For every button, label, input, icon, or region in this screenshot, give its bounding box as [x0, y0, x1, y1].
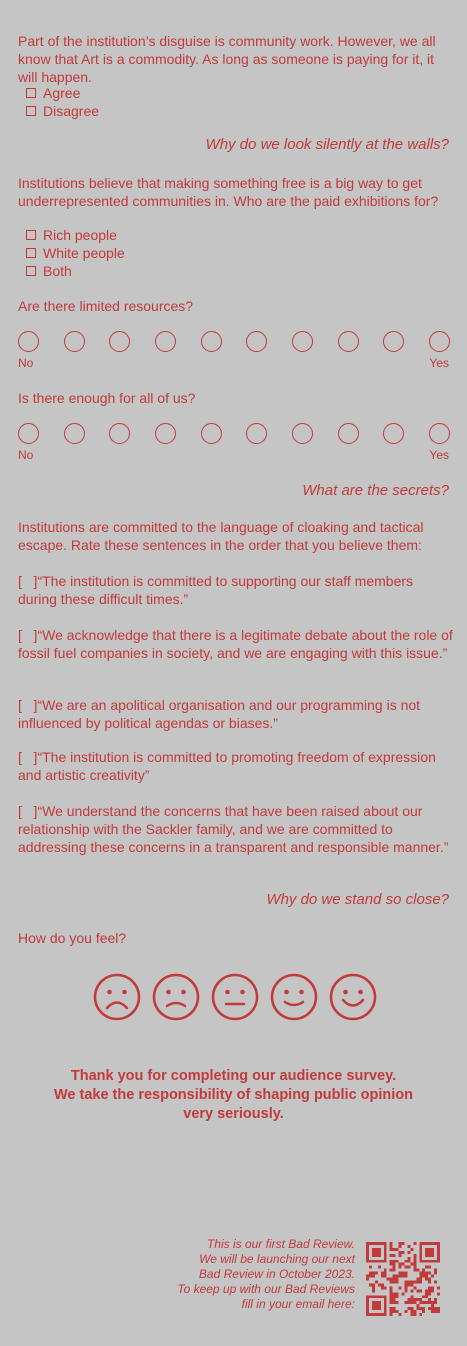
- rating-radio-7[interactable]: [292, 423, 313, 444]
- option-label: Both: [43, 263, 72, 279]
- neutral-face-icon[interactable]: [211, 973, 259, 1021]
- statement-text: “We are an apolitical organisation and our programming is not influenced by political agendas or biases.”: [18, 697, 421, 731]
- question-rate-sentences: Institutions are committed to the language of cloaking and tactical escape. Rate these sentences in the order that you believe them:: [18, 519, 424, 553]
- section-heading-walls: Why do we look silently at the walls?: [205, 136, 449, 153]
- rank-bracket[interactable]: [ ]: [18, 803, 38, 819]
- rating-radio-1[interactable]: [18, 331, 39, 352]
- rating-radio-6[interactable]: [246, 423, 267, 444]
- checkbox-icon[interactable]: [26, 248, 36, 258]
- qr-code-icon[interactable]: [366, 1242, 440, 1316]
- footer-line: fill in your email here:: [241, 1297, 355, 1311]
- statement-item: [18, 696, 454, 732]
- statement-text: “We understand the concerns that have been raised about our relationship with the Sackler family, and we are committed to addressing these concerns in a transparent and responsible manner.”: [18, 803, 449, 855]
- question-enough-for-all: Is there enough for all of us?: [18, 390, 196, 406]
- rating-radio-1[interactable]: [18, 423, 39, 444]
- scale-low-label: No: [18, 448, 34, 462]
- question-how-feel: How do you feel?: [18, 930, 127, 946]
- option-label: Agree: [43, 85, 81, 101]
- rating-radio-4[interactable]: [155, 423, 176, 444]
- sad-face-icon[interactable]: [152, 973, 200, 1021]
- statement-item: [18, 572, 454, 608]
- thank-you-line: very seriously.: [183, 1106, 284, 1122]
- rating-radio-7[interactable]: [292, 331, 313, 352]
- rating-radio-8[interactable]: [338, 423, 359, 444]
- question-commodity: Part of the institution’s disguise is community work. However, we all know that Art is a commodity. As long as someone is paying for it, it will happen.: [18, 33, 436, 85]
- statement-text: “The institution is committed to supporting our staff members during these difficult times.”: [18, 573, 414, 607]
- thank-you-line: Thank you for completing our audience survey.: [70, 1068, 397, 1084]
- question-paid-exhibitions: Institutions believe that making something free is a big way to get underrepresented communities in. Who are the paid exhibitions for?: [18, 175, 439, 209]
- option-label: Disagree: [43, 103, 100, 119]
- scale-low-label: No: [18, 356, 34, 370]
- option-label: Rich people: [43, 227, 117, 243]
- scale-high-label: Yes: [429, 448, 449, 462]
- checkbox-icon[interactable]: [26, 88, 36, 98]
- very-sad-face-icon[interactable]: [93, 973, 141, 1021]
- checkbox-icon[interactable]: [26, 266, 36, 276]
- rating-radio-9[interactable]: [383, 331, 404, 352]
- rating-radio-9[interactable]: [383, 423, 404, 444]
- footer-note: [115, 1237, 355, 1312]
- rating-radio-6[interactable]: [246, 331, 267, 352]
- rating-radio-2[interactable]: [64, 331, 85, 352]
- statement-text: “The institution is committed to promoting freedom of expression and artistic creativity”: [18, 749, 436, 783]
- option-rich-people[interactable]: [26, 226, 117, 244]
- thank-you-message: [0, 1067, 467, 1124]
- rating-radio-5[interactable]: [201, 423, 222, 444]
- statement-text: “We acknowledge that there is a legitimate debate about the role of fossil fuel companies in society, and we are engaging with this issue.”: [18, 627, 453, 661]
- rank-bracket[interactable]: [ ]: [18, 749, 38, 765]
- rank-bracket[interactable]: [ ]: [18, 627, 38, 643]
- footer-line: To keep up with our Bad Reviews: [177, 1282, 355, 1296]
- section-heading-secrets: What are the secrets?: [302, 482, 449, 499]
- rating-radio-2[interactable]: [64, 423, 85, 444]
- rating-radio-5[interactable]: [201, 331, 222, 352]
- rating-scale-resources: [18, 331, 450, 353]
- rating-radio-10[interactable]: [429, 331, 450, 352]
- option-disagree[interactable]: [26, 102, 99, 120]
- checkbox-icon[interactable]: [26, 106, 36, 116]
- footer-line: This is our first Bad Review.: [206, 1237, 355, 1251]
- option-label: White people: [43, 245, 125, 261]
- rank-bracket[interactable]: [ ]: [18, 573, 38, 589]
- rating-radio-3[interactable]: [109, 331, 130, 352]
- rating-radio-4[interactable]: [155, 331, 176, 352]
- rating-radio-10[interactable]: [429, 423, 450, 444]
- statement-item: [18, 748, 454, 784]
- section-heading-stand-close: Why do we stand so close?: [266, 891, 449, 908]
- checkbox-icon[interactable]: [26, 230, 36, 240]
- happy-face-icon[interactable]: [270, 973, 318, 1021]
- rank-bracket[interactable]: [ ]: [18, 697, 38, 713]
- feeling-face-row: [93, 973, 377, 1023]
- scale-high-label: Yes: [429, 356, 449, 370]
- footer-line: Bad Review in October 2023.: [198, 1267, 355, 1281]
- thank-you-line: We take the responsibility of shaping public opinion: [53, 1087, 414, 1103]
- footer-line: We will be launching our next: [199, 1252, 355, 1266]
- option-white-people[interactable]: [26, 244, 125, 262]
- option-agree[interactable]: [26, 84, 80, 102]
- statement-item: [18, 626, 454, 662]
- rating-scale-enough: [18, 423, 450, 445]
- question-limited-resources: Are there limited resources?: [18, 298, 194, 314]
- statement-item: [18, 802, 454, 856]
- rating-radio-8[interactable]: [338, 331, 359, 352]
- option-both[interactable]: [26, 262, 72, 280]
- rating-radio-3[interactable]: [109, 423, 130, 444]
- very-happy-face-icon[interactable]: [329, 973, 377, 1021]
